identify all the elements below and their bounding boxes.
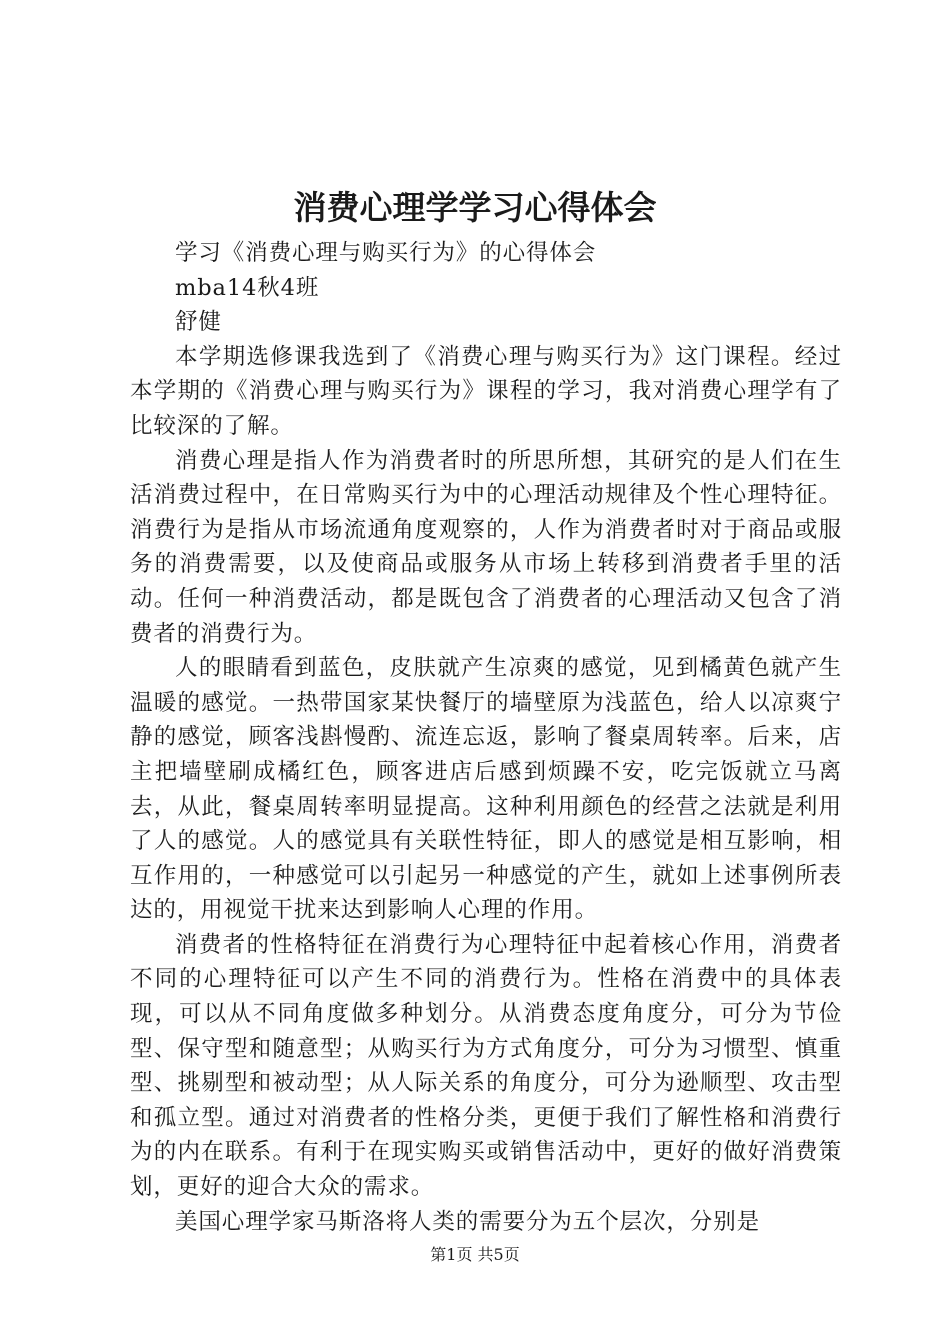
body-paragraph: 美国心理学家马斯洛将人类的需要分为五个层次，分别是 <box>175 1208 761 1235</box>
author-line: 舒健 <box>175 309 222 336</box>
subtitle-line: 学习《消费心理与购买行为》的心得体会 <box>175 240 597 266</box>
class-line: mba14秋4班 <box>175 274 320 301</box>
body-paragraph: 人的眼睛看到蓝色，皮肤就产生凉爽的感觉，见到橘黄色就产生温暖的感觉。一热带国家某快餐厅的墙壁原为浅蓝色，给人以凉爽宁静的感觉，顾客浅斟慢酌、流连忘返，影响了餐桌周转率。后来，店主把墙壁刷成橘红色，顾客进店后感到烦躁不安，吃完饭就立马离去，从此，餐桌周转率明显提高。这种利用颜色的经营之法就是利用了人的感觉。人的感觉具有关联性特征，即人的感觉是相互影响，相互作用的，一种感觉可以引起另一种感觉的产生，就如上述事例所表达的，用视觉干扰来达到影响人心理的作用。 <box>130 655 842 924</box>
document-title: 消费心理学学习心得体会 <box>293 188 657 227</box>
document-body <box>130 236 842 1239</box>
body-paragraph: 消费者的性格特征在消费行为心理特征中起着核心作用，消费者不同的心理特征可以产生不同的消费行为。性格在消费中的具体表现，可以从不同角度做多种划分。从消费态度角度分，可分为节俭型、保守型和随意型；从购买行为方式角度分，可分为习惯型、慎重型、挑剔型和被动型；从人际关系的角度分，可分为逊顺型、攻击型和孤立型。通过对消费者的性格分类，更便于我们了解性格和消费行为的内在联系。有利于在现实购买或销售活动中，更好的做好消费策划，更好的迎合大众的需求。 <box>130 931 842 1201</box>
body-paragraph: 本学期选修课我选到了《消费心理与购买行为》这门课程。经过本学期的《消费心理与购买行为》课程的学习，我对消费心理学有了比较深的了解。 <box>130 343 842 439</box>
body-paragraph: 消费心理是指人作为消费者时的所思所想，其研究的是人们在生活消费过程中，在日常购买行为中的心理活动规律及个性心理特征。消费行为是指从市场流通角度观察的，人作为消费者时对于商品或服务的消费需要，以及使商品或服务从市场上转移到消费者手里的活动。任何一种消费活动，都是既包含了消费者的心理活动又包含了消费者的消费行为。 <box>130 447 842 647</box>
page-number-footer: 第1页 共5页 <box>430 1245 520 1264</box>
